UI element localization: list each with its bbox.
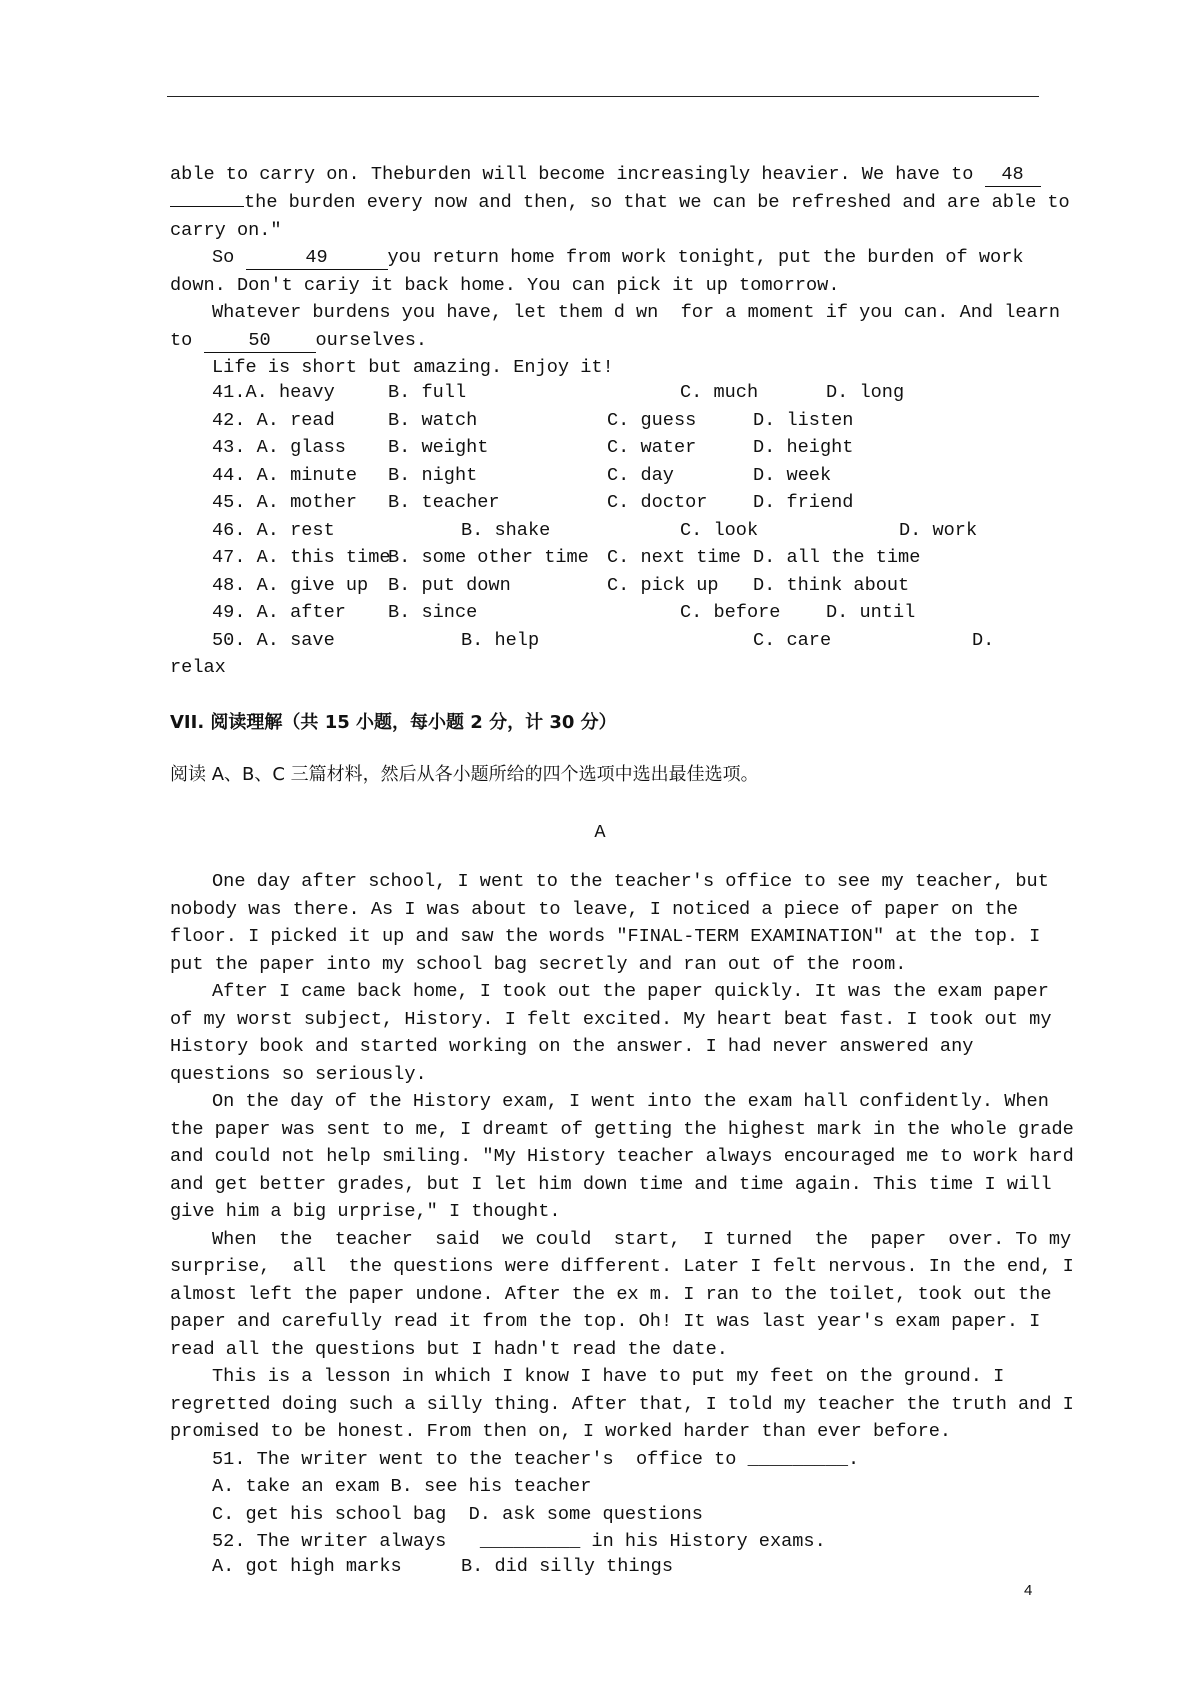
option-48-a: 48. A. give up	[212, 575, 369, 596]
option-49-d: D. until	[826, 602, 916, 623]
question-51: 51. The writer went to the teacher's office to _________.	[212, 1449, 860, 1470]
option-50-a: 50. A. save	[212, 630, 335, 651]
option-50-c: C. care	[753, 630, 832, 651]
option-42-d: D. listen	[753, 410, 854, 431]
option-47-c: C. next time	[607, 547, 741, 568]
passage-line: read all the questions but I hadn't read the date.	[170, 1339, 728, 1360]
option-45-d: D. friend	[753, 492, 854, 513]
cloze-line	[170, 327, 1050, 354]
passage-line: and get better grades, but I let him down time and time again. This time I will	[170, 1174, 1052, 1195]
option-49-b: B. since	[388, 602, 478, 623]
option-46-b: B. shake	[461, 520, 551, 541]
cloze-line: down. Don't cariy it back home. You can pick it up tomorrow.	[170, 275, 840, 296]
option-43-d: D. height	[753, 437, 854, 458]
passage-line: of my worst subject, History. I felt excited. My heart beat fast. I took out my	[170, 1009, 1052, 1030]
question-text: 52. The writer always	[212, 1531, 447, 1552]
option-49-c: C. before	[680, 602, 781, 623]
cloze-line: Whatever burdens you have, let them d wn for a moment if you can. And learn	[212, 302, 1061, 323]
option-48-d: D. think about	[753, 575, 910, 596]
passage-line: give him a big urprise,″ I thought.	[170, 1201, 561, 1222]
passage-line: promised to be honest. From then on, I worked harder than ever before.	[170, 1421, 952, 1442]
option-41-d: D. long	[826, 382, 905, 403]
option-41-a: 41.A. heavy	[212, 382, 335, 403]
option-45-b: B. teacher	[388, 492, 500, 513]
option-50-d: D.	[972, 630, 995, 651]
option-49-a: 49. A. after	[212, 602, 346, 623]
option-47-a: 47. A. this time	[212, 547, 391, 568]
option-46-c: C. look	[680, 520, 759, 541]
passage-line: surprise, all the questions were different. Later I felt nervous. In the end, I	[170, 1256, 1074, 1277]
option-44-c: C. day	[607, 465, 674, 486]
passage-line: almost left the paper undone. After the ex m. I ran to the toilet, took out the	[170, 1284, 1052, 1305]
cloze-text: able to carry on. Theburden will become increasingly heavier. We have to	[170, 164, 974, 185]
passage-line: paper and carefully read it from the top. Oh! It was last year's exam paper. I	[170, 1311, 1041, 1332]
option-44-d: D. week	[753, 465, 832, 486]
passage-line: the paper was sent to me, I dreamt of getting the highest mark in the whole grade	[170, 1119, 1074, 1140]
passage-line: put the paper into my school bag secretly and ran out of the room.	[170, 954, 907, 975]
option-46-d: D. work	[899, 520, 978, 541]
option-43-a: 43. A. glass	[212, 437, 346, 458]
option-41-c: C. much	[680, 382, 759, 403]
cloze-line: carry on.″	[170, 220, 282, 241]
question-51-options-ab: A. take an exam B. see his teacher	[212, 1476, 592, 1497]
page-number: 4	[1024, 1582, 1033, 1599]
cloze-text: So	[212, 247, 235, 268]
passage-line: regretted doing such a silly thing. After that, I told my teacher the truth and I	[170, 1394, 1074, 1415]
passage-line: On the day of the History exam, I went into the exam hall confidently. When	[212, 1091, 1049, 1112]
option-50-d-wrap: relax	[170, 657, 226, 678]
option-47-d: D. all the time	[753, 547, 921, 568]
cloze-text: ourselves.	[315, 330, 428, 351]
blank-48: 48	[985, 164, 1041, 187]
cloze-line	[212, 244, 1092, 271]
option-45-a: 45. A. mother	[212, 492, 358, 513]
option-44-a: 44. A. minute	[212, 465, 358, 486]
section-instruction: 阅读 A、B、C 三篇材料，然后从各小题所给的四个选项中选出最佳选项。	[170, 764, 759, 785]
option-43-b: B. weight	[388, 437, 489, 458]
passage-line: and could not help smiling. ″My History teacher always encouraged me to work hard	[170, 1146, 1074, 1167]
passage-line: After I came back home, I took out the paper quickly. It was the exam paper	[212, 981, 1049, 1002]
passage-line: floor. I picked it up and saw the words ″FINAL-TERM EXAMINATION″ at the top. I	[170, 926, 1041, 947]
question-text: in his History exams.	[591, 1531, 826, 1552]
cloze-line	[170, 189, 1070, 216]
option-47-b: B. some other time	[388, 547, 589, 568]
option-43-c: C. water	[607, 437, 697, 458]
option-48-c: C. pick up	[607, 575, 719, 596]
passage-line: When the teacher said we could start, I turned the paper over. To my	[212, 1229, 1072, 1250]
passage-line: One day after school, I went to the teacher's office to see my teacher, but	[212, 871, 1049, 892]
blank-48-cont	[170, 206, 244, 207]
question-blank: _________	[479, 1531, 581, 1552]
cloze-line	[170, 161, 1050, 188]
option-41-b: B. full	[388, 382, 467, 403]
passage-label: A	[594, 822, 606, 843]
header-rule	[167, 96, 1039, 97]
cloze-line: Life is short but amazing. Enjoy it!	[212, 357, 614, 378]
blank-50: 50	[204, 330, 316, 353]
question-51-options-cd: C. get his school bag D. ask some questions	[212, 1504, 703, 1525]
section-heading: VII. 阅读理解（共 15 小题，每小题 2 分，计 30 分）	[170, 712, 617, 733]
option-42-b: B. watch	[388, 410, 478, 431]
question-52-option-a: A. got high marks	[212, 1556, 402, 1577]
option-48-b: B. put down	[388, 575, 511, 596]
question-52	[212, 1528, 1092, 1555]
passage-line: This is a lesson in which I know I have to put my feet on the ground. I	[212, 1366, 1005, 1387]
option-42-c: C. guess	[607, 410, 697, 431]
option-46-a: 46. A. rest	[212, 520, 335, 541]
passage-line: questions so seriously.	[170, 1064, 427, 1085]
cloze-text: the burden every now and then, so that we can be refreshed and are able to	[244, 192, 1070, 213]
option-45-c: C. doctor	[607, 492, 708, 513]
option-42-a: 42. A. read	[212, 410, 335, 431]
option-44-b: B. night	[388, 465, 478, 486]
option-50-b: B. help	[461, 630, 540, 651]
passage-line: History book and started working on the answer. I had never answered any	[170, 1036, 974, 1057]
cloze-text: you return home from work tonight, put the burden of work	[387, 247, 1024, 268]
question-52-option-b: B. did silly things	[461, 1556, 674, 1577]
passage-line: nobody was there. As I was about to leave, I noticed a piece of paper on the	[170, 899, 1019, 920]
blank-49: 49	[246, 247, 388, 270]
cloze-text: to	[170, 330, 193, 351]
